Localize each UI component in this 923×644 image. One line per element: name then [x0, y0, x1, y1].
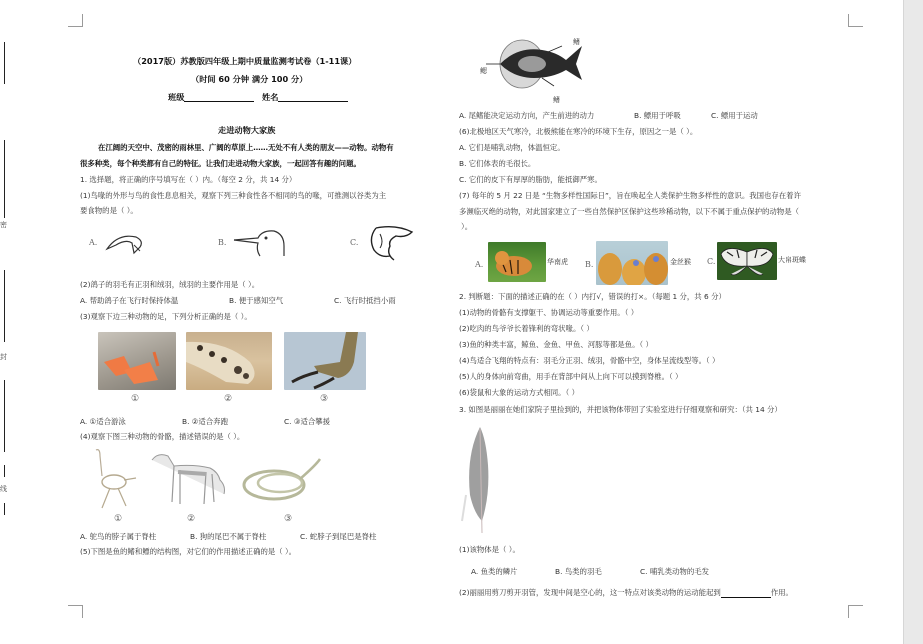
- name-label: 姓名: [262, 92, 279, 102]
- question-text: (1)该物体是（ ）。: [459, 545, 520, 554]
- option-text: B. 便于感知空气: [229, 296, 284, 305]
- fish-label: 鳃: [480, 67, 487, 75]
- exam-subtitle: （时间 60 分钟 满分 100 分）: [191, 74, 308, 84]
- question-stem: 3. 如图是丽丽在她们家院子里捡到的，并把该物体带回了实验室进行仔细观察和研究：（共 14 分）: [459, 405, 782, 414]
- option-text: A. 它们是哺乳动物，体温恒定。: [459, 143, 565, 152]
- ostrich-skeleton-image: [90, 448, 140, 512]
- option-text: A. ①适合游泳: [80, 417, 126, 426]
- option-text: B. 鳔用于呼吸: [634, 111, 681, 120]
- option-text: C. 哺乳类动物的毛发: [640, 567, 709, 576]
- judgement-item: (4)鸟适合飞翔的特点有：羽毛分正羽、绒羽，骨骼中空，身体呈流线型等。（ ）: [459, 356, 720, 365]
- dog-skeleton-image: [148, 450, 228, 508]
- question-text: (5)下图是鱼的鳍和鳔的结构图，对它们的作用描述正确的是（ ）。: [80, 547, 297, 556]
- binding-char: 封: [0, 353, 7, 361]
- judgement-item: (5)人的身体向前弯曲，用手在背部中间从上向下可以摸到脊椎。（ ）: [459, 372, 683, 381]
- question-text-part: 作用。: [770, 588, 793, 597]
- page-corner-mark: [68, 605, 83, 618]
- binding-line: [4, 503, 5, 515]
- question-text: ）。: [461, 222, 473, 231]
- option-text: B. 鸟类的羽毛: [555, 567, 602, 576]
- tiger-image: [488, 242, 546, 282]
- question-text: (2)鸽子的羽毛有正羽和绒羽，绒羽的主要作用是（ ）。: [80, 280, 260, 289]
- option-text: C. ③适合攀援: [284, 417, 331, 426]
- binding-line: [4, 140, 5, 218]
- option-text: C. 它们的皮下有厚厚的脂肪，能抵御严寒。: [459, 175, 602, 184]
- golden-monkey-image: [596, 241, 668, 285]
- question-text: (1)鸟喙的外形与鸟的食性息息相关，观察下列三种食性各不相同的鸟的喙，可推测以谷类为主: [80, 191, 387, 200]
- option-text: B. 狗的尾巴不属于脊柱: [190, 532, 267, 541]
- beak-c-icon: [366, 224, 416, 264]
- exam-title: （2017版）苏教版四年级上期中质量监测考试卷（1-11课）: [133, 56, 357, 66]
- image-label: ①: [114, 514, 123, 524]
- image-label: ③: [284, 514, 293, 524]
- image-label: ②: [224, 394, 233, 404]
- judgement-item: (3)鱼的种类丰富，鲸鱼、金鱼、甲鱼、河豚等都是鱼。（ ）: [459, 340, 653, 349]
- bird-claw-image: [284, 332, 366, 390]
- fish-label: 鳍: [573, 38, 580, 46]
- binding-char: 线: [0, 485, 7, 493]
- option-label: C.: [350, 238, 359, 247]
- beak-a-icon: [104, 229, 156, 259]
- option-text: A. 尾鳍能决定运动方向，产生前进的动力: [459, 111, 595, 120]
- option-label: B.: [585, 260, 594, 269]
- option-label: C.: [707, 257, 716, 266]
- option-text: C. 蛇脖子到尾巴是脊柱: [300, 532, 377, 541]
- option-label: A.: [475, 260, 484, 269]
- question-text-part: (2)丽丽用剪刀剪开羽管，发现中间是空心的，这一特点对该类动物的运动能起到: [459, 588, 721, 597]
- snake-skeleton-image: [240, 455, 330, 505]
- binding-line: [4, 270, 5, 342]
- answer-blank[interactable]: [721, 589, 771, 598]
- option-text: C. 飞行时抵挡小雨: [334, 296, 396, 305]
- class-label: 班级: [168, 92, 185, 102]
- option-text: A. 帮助鸽子在飞行时保持体温: [80, 296, 179, 305]
- leopard-paw-image: [186, 332, 272, 390]
- fish-label: 鳍: [553, 96, 560, 104]
- binding-char: 密: [0, 221, 7, 229]
- option-name: 华南虎: [547, 258, 568, 266]
- question-stem: 2. 判断题：下面的描述正确的在（ ）内打√，错误的打×。（每题 1 分，共 6 分）: [459, 292, 726, 301]
- question-text: [459, 588, 793, 598]
- option-text: C. 鳔用于运动: [711, 111, 758, 120]
- option-label: A.: [89, 238, 98, 247]
- beak-b-icon: [232, 226, 290, 260]
- binding-line: [4, 465, 5, 477]
- page-corner-mark: [848, 605, 863, 618]
- scrollbar-track[interactable]: [903, 0, 923, 644]
- page-corner-mark: [848, 14, 863, 27]
- fish-diagram-image: [478, 34, 598, 94]
- option-text: A. 鸵鸟的脖子属于脊柱: [80, 532, 157, 541]
- option-text: B. ②适合奔跑: [182, 417, 228, 426]
- question-text: (7) 每年的 5 月 22 日是 “生物多样性国际日”，旨在唤起全人类保护生物多样性的意识。我国也存在着许: [459, 191, 801, 200]
- judgement-item: (2)吃肉的鸟爷爷长着锋利的弯状喙。（ ）: [459, 324, 594, 333]
- image-label: ②: [187, 514, 196, 524]
- question-text: (4)观察下图三种动物的骨骼，描述错误的是（ ）。: [80, 432, 245, 441]
- option-name: 大帛斑蝶: [778, 256, 806, 264]
- binding-line: [4, 42, 5, 84]
- option-text: B. 它们体表的毛很长。: [459, 159, 536, 168]
- duck-foot-image: [98, 332, 176, 390]
- intro-text: 在江阔的天空中、茂密的雨林里、广阔的草原上……无处不有人类的朋友——动物。动物有: [98, 143, 394, 152]
- option-text: A. 鱼类的鳞片: [471, 567, 518, 576]
- butterfly-image: [717, 242, 777, 280]
- question-text: (6)北极地区天气寒冷，北极熊能在寒冷的环境下生存，原因之一是（ ）。: [459, 127, 698, 136]
- image-label: ③: [320, 394, 329, 404]
- option-label: B.: [218, 238, 227, 247]
- question-stem: 1. 选择题，将正确的序号填写在（ ）内。（每空 2 分，共 14 分）: [80, 175, 297, 184]
- section-heading: 走进动物大家族: [218, 125, 276, 135]
- name-field[interactable]: [262, 92, 348, 102]
- page-corner-mark: [68, 14, 83, 27]
- class-field[interactable]: [168, 92, 254, 102]
- feather-image: [460, 425, 500, 535]
- question-text: 要食物的是（ ）。: [80, 206, 138, 215]
- judgement-item: (1)动物的骨骼有支撑躯干、协调运动等重要作用。（ ）: [459, 308, 639, 317]
- judgement-item: (6)袋鼠和大象的运动方式相同。（ ）: [459, 388, 579, 397]
- question-text: (3)观察下边三种动物的足，下列分析正确的是（ ）。: [80, 312, 252, 321]
- intro-text: 很多种类，每个种类都有自己的特征。让我们走进动物大家族，一起回答有趣的问题。: [80, 159, 361, 168]
- binding-line: [4, 380, 5, 452]
- option-name: 金丝猴: [670, 258, 691, 266]
- image-label: ①: [131, 394, 140, 404]
- question-text: 多濒临灭绝的动物，对此国家建立了一些自然保护区保护这些珍稀动物，以下不属于重点保护的动物是（: [459, 207, 799, 216]
